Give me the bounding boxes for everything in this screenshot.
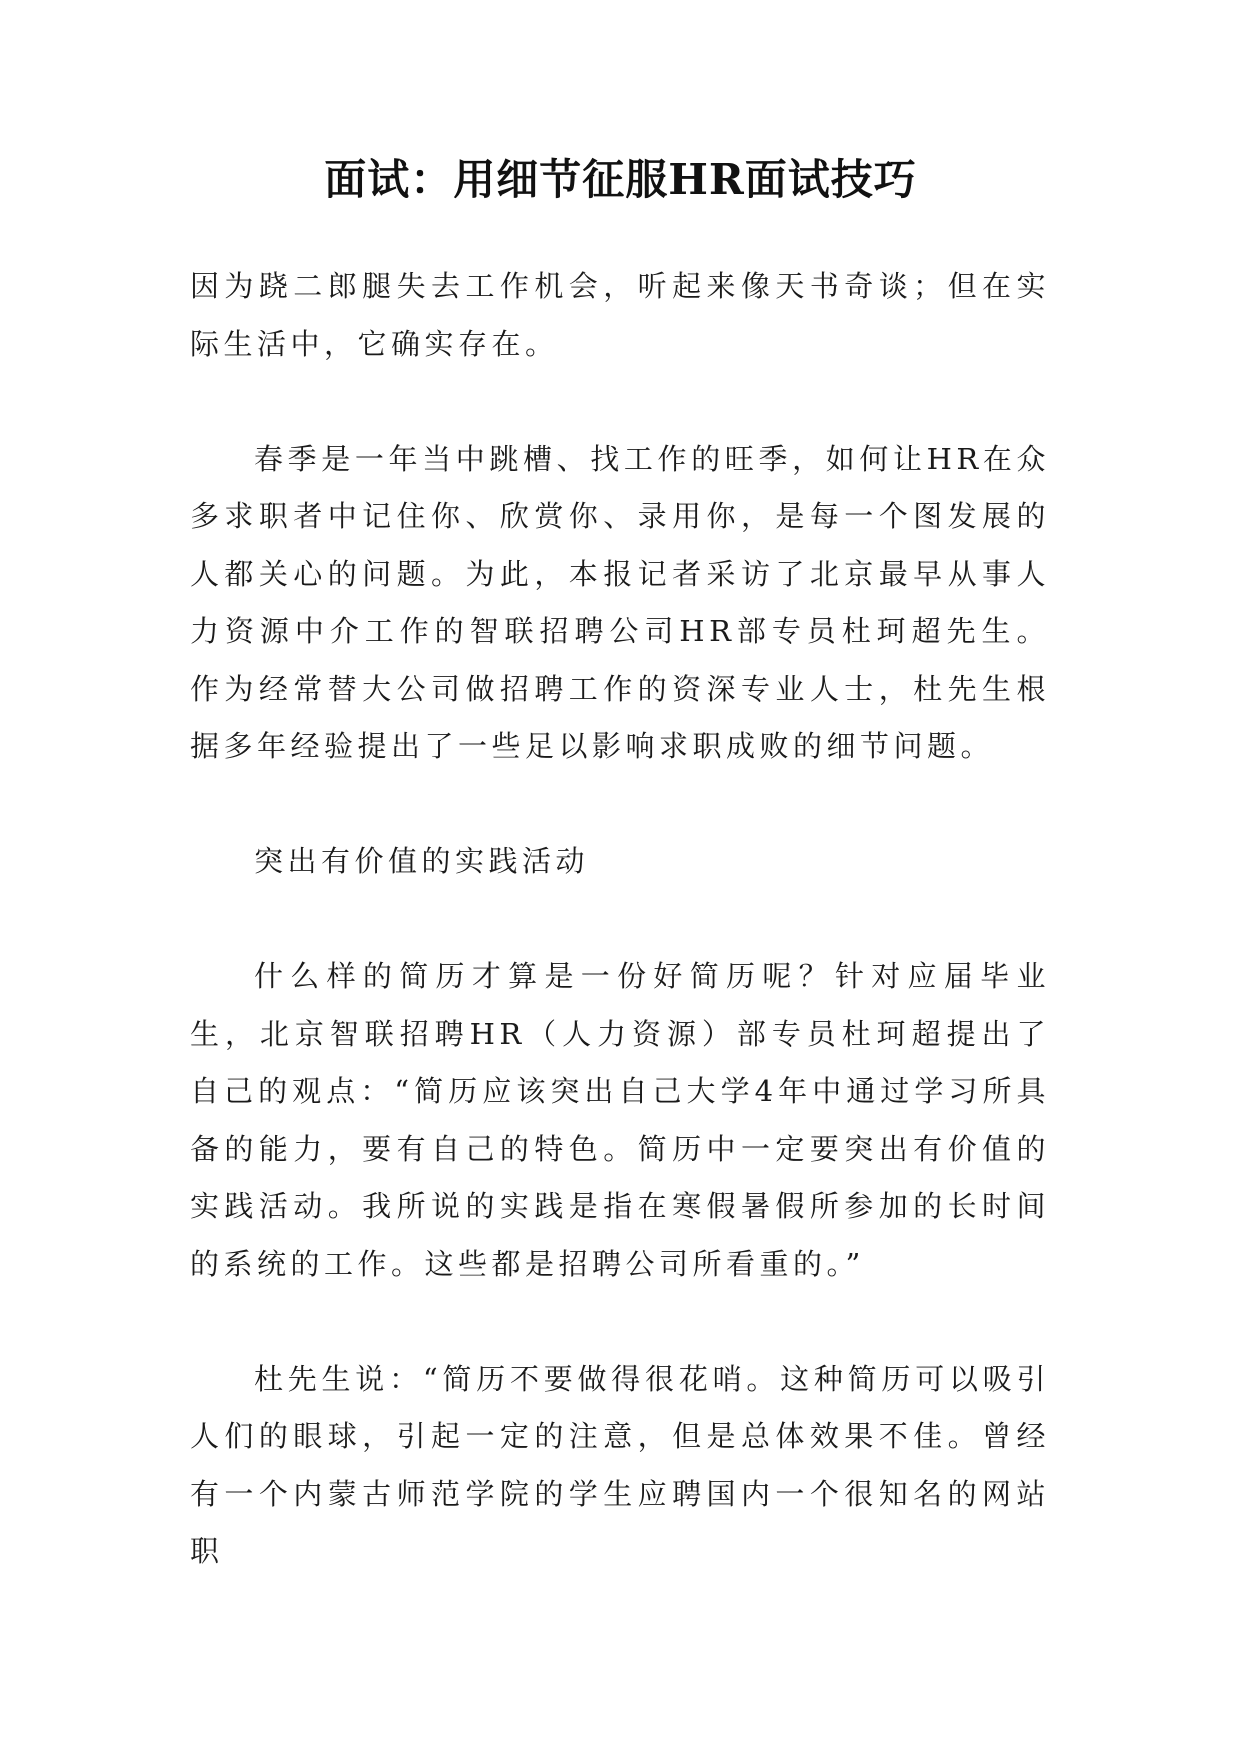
paragraph-gap [190,373,1050,431]
paragraph-intro: 因为跷二郎腿失去工作机会，听起来像天书奇谈；但在实际生活中，它确实存在。 [190,269,1050,361]
paragraph-gap [190,891,1050,949]
paragraph-good-resume: 什么样的简历才算是一份好简历呢？针对应届毕业生，北京智联招聘HR（人力资源）部专员杜珂超提出了自己的观点：“简历应该突出自己大学4年中通过学习所具备的能力，要有自己的特色。简历中一定要突出有价值的实践活动。我所说的实践是指在寒假暑假所参加的长时间的系统的工作。这些都是招聘公司所看重的。” [190,959,1050,1281]
document-title: 面试：用细节征服HR面试技巧 [324,155,917,204]
document-body [190,258,1050,1581]
paragraph-spring-season: 春季是一年当中跳槽、找工作的旺季，如何让HR在众多求职者中记住你、欣赏你、录用你，是每一个图发展的人都关心的问题。为此，本报记者采访了北京最早从事人力资源中介工作的智联招聘公司HR部专员杜珂超先生。作为经常替大公司做招聘工作的资深专业人士，杜先生根据多年经验提出了一些足以影响求职成败的细节问题。 [190,441,1050,763]
paragraph-gap [190,776,1050,834]
paragraph-not-fancy: 杜先生说：“简历不要做得很花哨。这种简历可以吸引人们的眼球，引起一定的注意，但是总体效果不佳。曾经有一个内蒙古师范学院的学生应聘国内一个很知名的网站职 [190,1361,1050,1568]
section-heading-practice: 突出有价值的实践活动 [254,844,590,878]
paragraph-gap [190,1293,1050,1351]
